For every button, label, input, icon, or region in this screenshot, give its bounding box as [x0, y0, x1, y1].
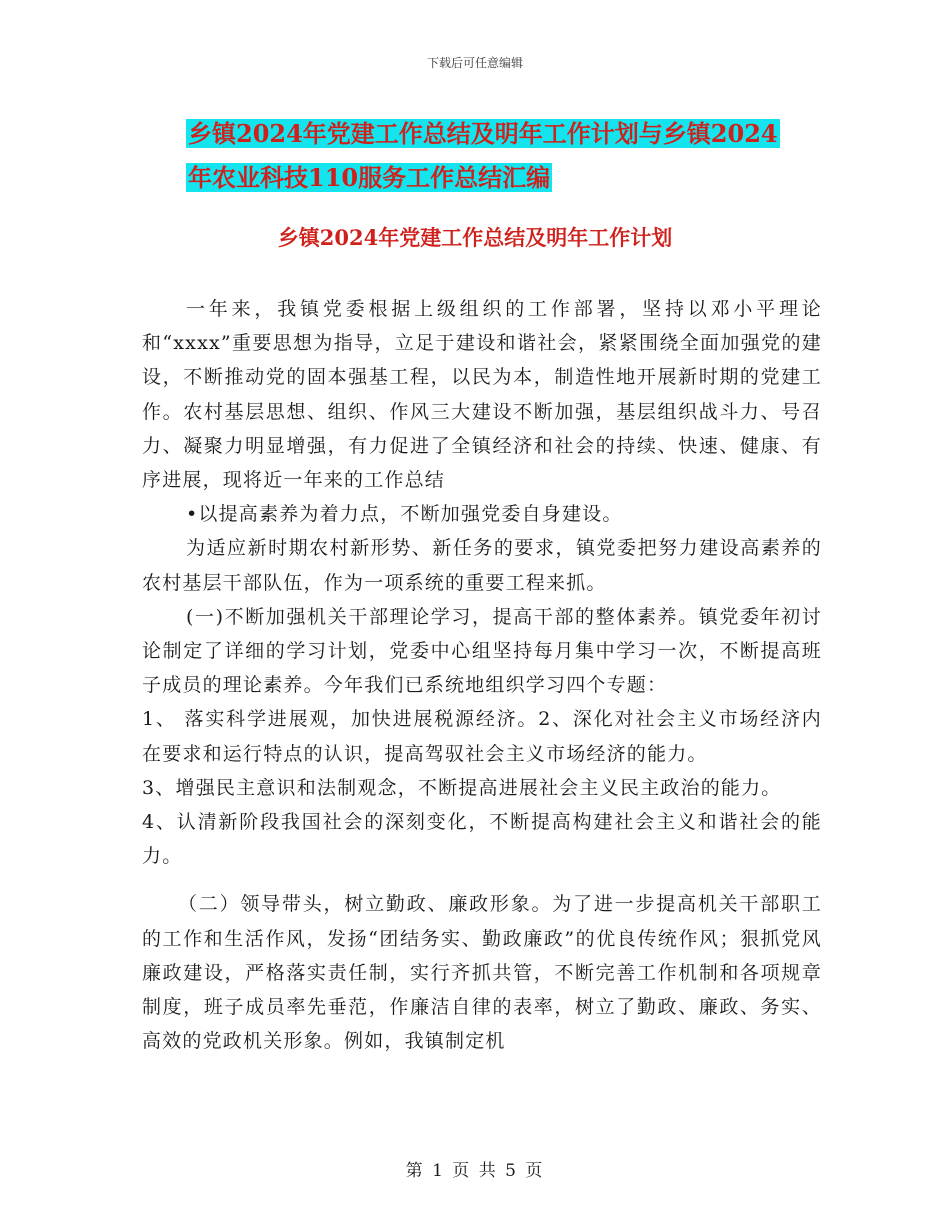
main-title-line-1: 乡镇2024年党建工作总结及明年工作计划与乡镇2024: [188, 119, 778, 148]
bullet-heading: •以提高素养为着力点，不断加强党委自身建设。: [186, 503, 623, 526]
paragraph: 为适应新时期农村新形势、新任务的要求，镇党委把努力建设高素养的农村基层干部队伍，作为一项系统的重要工程来抓。: [142, 537, 822, 594]
document-body: [142, 292, 822, 1058]
header-note: 下载后可任意编辑: [426, 56, 523, 70]
page-footer: 第 1 页 共 5 页: [405, 1161, 545, 1181]
paragraph: 1、 落实科学进展观，加快进展税源经济。2、深化对社会主义市场经济内在要求和运行特点的认识，提高驾驭社会主义市场经济的能力。: [142, 708, 822, 765]
paragraph: (一)不断加强机关干部理论学习，提高干部的整体素养。镇党委年初讨论制定了详细的学习计划，党委中心组坚持每月集中学习一次，不断提高班子成员的理论素养。今年我们已系统地组织学习四个专题：: [142, 605, 822, 697]
section-title: 乡镇2024年党建工作总结及明年工作计划: [277, 225, 673, 250]
paragraph: 一年来，我镇党委根据上级组织的工作部署，坚持以邓小平理论和“xxxx”重要思想为指导，立足于建设和谐社会，紧紧围绕全面加强党的建设，不断推动党的固本强基工程，以民为本，制造性地开展新时期的党建工作。农村基层思想、组织、作风三大建设不断加强，基层组织战斗力、号召力、凝聚力明显增强，有力促进了全镇经济和社会的持续、快速、健康、有序进展，现将近一年来的工作总结: [142, 298, 822, 492]
main-title-line-2: 年农业科技110服务工作总结汇编: [188, 163, 551, 192]
paragraph: （二）领导带头，树立勤政、廉政形象。为了进一步提高机关干部职工的工作和生活作风，发扬“团结务实、勤政廉政”的优良传统作风；狠抓党风廉政建设，严格落实责任制，实行齐抓共管，不断完善工作机制和各项规章制度，班子成员率先垂范，作廉洁自律的表率，树立了勤政、廉政、务实、高效的党政机关形象。例如，我镇制定机: [142, 893, 822, 1053]
paragraph: 4、认清新阶段我国社会的深刻变化，不断提高构建社会主义和谐社会的能力。: [142, 811, 822, 868]
paragraph: 3、增强民主意识和法制观念，不断提高进展社会主义民主政治的能力。: [142, 776, 782, 799]
main-title: [186, 112, 826, 200]
